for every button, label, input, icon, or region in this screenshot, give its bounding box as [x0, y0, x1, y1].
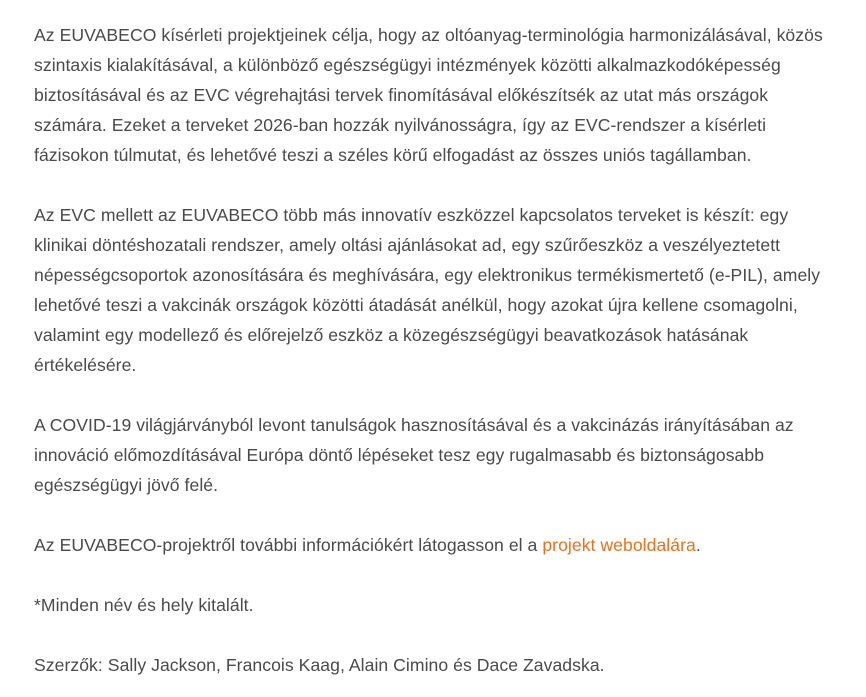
paragraph-more-info	[34, 530, 834, 560]
paragraph-pilot-projects: Az EUVABECO kísérleti projektjeinek célja, hogy az oltóanyag-terminológia harmonizálásával, közös szintaxis kialakításával, a különböző egészségügyi intézmények közötti alkalmazkodóképesség biztosításával és az EVC végrehajtási tervek finomításával előkészítsék az utat más országok számára. Ezeket a terveket 2026-ban hozzák nyilvánosságra, így az EVC-rendszer a kísérleti fázisokon túlmutat, és lehetővé teszi a széles körű elfogadást az összes uniós tagállamban.	[34, 25, 823, 165]
project-website-link[interactable]: projekt weboldalára	[542, 535, 696, 555]
authors-line: Szerzők: Sally Jackson, Francois Kaag, Alain Cimino és Dace Zavadska.	[34, 655, 605, 675]
paragraph-innovative-tools: Az EVC mellett az EUVABECO több más innovatív eszközzel kapcsolatos terveket is készít: egy klinikai döntéshozatali rendszer, amely oltási ajánlásokat ad, egy szűrőeszköz a veszélyeztetett népességcsoportok azonosítására és meghívására, egy elektronikus termékismertető (e-PIL), amely lehetővé teszi a vakcinák országok közötti átadását anélkül, hogy azokat újra kellene csomagolni, valamint egy modellező és előrejelző eszköz a közegészségügyi beavatkozások hatásának értékelésére.	[34, 205, 821, 375]
disclaimer-text: *Minden név és hely kitalált.	[34, 595, 254, 615]
paragraph-covid-lessons: A COVID-19 világjárványból levont tanulságok hasznosításával és a vakcinázás irányításában az innováció előmozdításával Európa döntő lépéseket tesz egy rugalmasabb és biztonságosabb egészségügyi jövő felé.	[34, 415, 794, 495]
more-info-period: .	[695, 535, 701, 555]
more-info-text: Az EUVABECO-projektről további információkért látogasson el a	[34, 535, 543, 555]
